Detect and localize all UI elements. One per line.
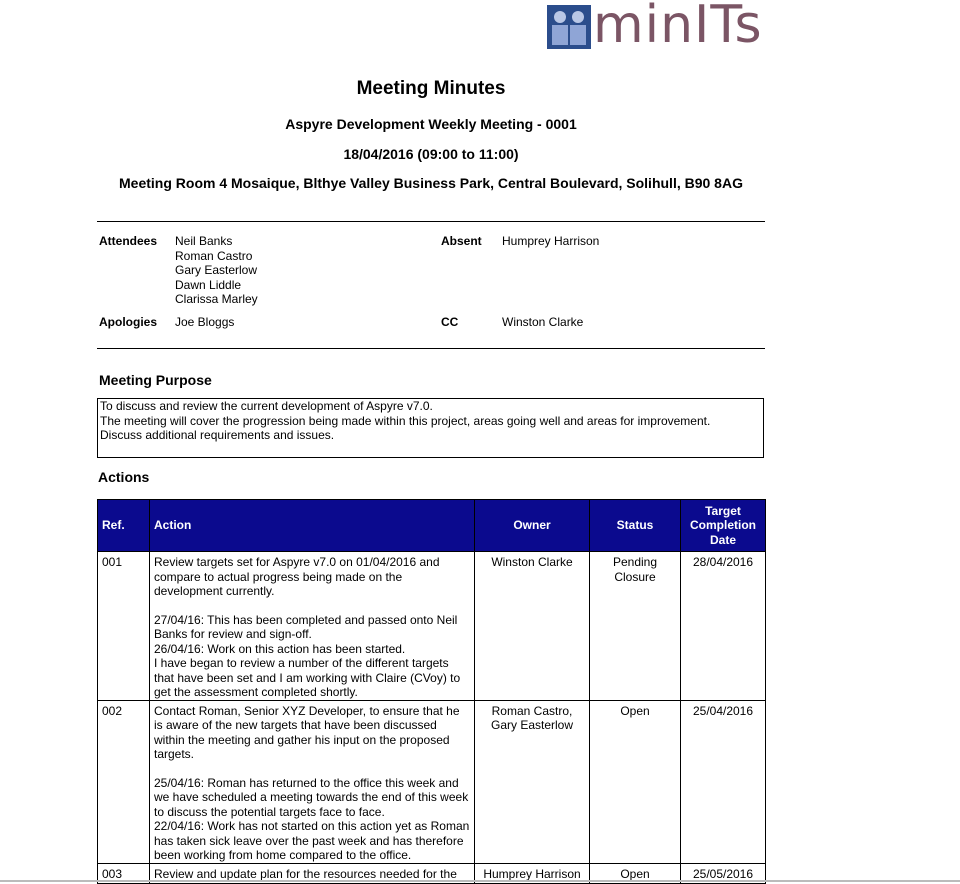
apologies-name: Joe Bloggs <box>175 315 235 329</box>
meeting-name: Aspyre Development Weekly Meeting - 0001 <box>285 116 577 132</box>
action-description <box>150 552 475 701</box>
minits-logo <box>547 0 763 55</box>
table-row <box>98 700 766 863</box>
people-logo-icon <box>547 5 591 49</box>
absent-name: Humprey Harrison <box>502 234 600 248</box>
table-header-row <box>98 500 766 552</box>
action-status: Open <box>590 700 681 863</box>
document-title: Meeting Minutes <box>356 78 506 99</box>
col-header-status: Status <box>590 500 681 552</box>
action-owner: Humprey Harrison <box>475 863 590 883</box>
divider-top <box>97 221 765 222</box>
absent-label: Absent <box>441 234 482 248</box>
actions-table <box>97 499 766 884</box>
table-row <box>98 552 766 701</box>
action-text: Review targets set for Aspyre v7.0 on 01/04/2016 and compare to actual progress being made on the development currently. <box>154 555 440 598</box>
action-status: Open <box>590 863 681 883</box>
purpose-line: To discuss and review the current development of Aspyre v7.0. <box>100 399 433 413</box>
action-target-date: 28/04/2016 <box>681 552 766 701</box>
action-target-date: 25/04/2016 <box>681 700 766 863</box>
col-header-owner: Owner <box>475 500 590 552</box>
meeting-date-time: 18/04/2016 (09:00 to 11:00) <box>343 146 519 162</box>
action-updates: 27/04/16: This has been completed and passed onto Neil Banks for review and sign-off. 26/04/16: Work on this action has been started. I have began to review a number of the different targets that have been set and I am working with Claire (CVoy) to get the assessment completed shortly. <box>154 612 461 699</box>
action-ref: 002 <box>98 700 150 863</box>
action-status: Pending Closure <box>590 552 681 701</box>
actions-heading: Actions <box>98 469 150 485</box>
apologies-label: Apologies <box>99 315 158 329</box>
action-owner: Roman Castro, Gary Easterlow <box>475 700 590 863</box>
action-updates: 25/04/16: Roman has returned to the office this week and we have scheduled a meeting towards the end of this week to discuss the potential targets face to face. 22/04/16: Work has not started on this action yet as Roman has taken sick leave over the past week and has therefore been working from home compared to the office. <box>154 775 470 862</box>
attendee-name: Roman Castro <box>175 248 253 263</box>
purpose-heading: Meeting Purpose <box>99 372 212 388</box>
action-text: Contact Roman, Senior XYZ Developer, to ensure that he is aware of the new targets that have been discussed within the meeting and gather his input on the proposed targets. <box>154 703 460 761</box>
attendee-name: Clarissa Marley <box>175 292 258 306</box>
action-description <box>150 700 475 863</box>
attendee-name: Gary Easterlow <box>175 263 258 277</box>
cc-name: Winston Clarke <box>502 315 584 329</box>
purpose-line: Discuss additional requirements and issues. <box>100 428 335 442</box>
col-header-target-date: Target Completion Date <box>681 500 766 552</box>
action-text: Review and update plan for the resources needed for the <box>154 866 457 881</box>
cc-label: CC <box>441 315 459 329</box>
action-ref: 001 <box>98 552 150 701</box>
action-target-date: 25/05/2016 <box>681 863 766 883</box>
action-owner: Winston Clarke <box>475 552 590 701</box>
attendee-name: Neil Banks <box>175 234 233 248</box>
col-header-action: Action <box>150 500 475 552</box>
attendees-label: Attendees <box>99 234 158 248</box>
action-ref: 003 <box>98 863 150 883</box>
attendees-list <box>175 234 258 307</box>
purpose-box <box>97 398 764 458</box>
attendee-name: Dawn Liddle <box>175 277 242 292</box>
divider-bottom <box>97 348 765 349</box>
meeting-location: Meeting Room 4 Mosaique, Blthye Valley Business Park, Central Boulevard, Solihull, B90 8AG <box>119 175 743 191</box>
logo-text: minITs <box>593 0 763 55</box>
purpose-line: The meeting will cover the progression being made within this project, areas going well and areas for improvement. <box>100 413 711 428</box>
col-header-ref: Ref. <box>98 500 150 552</box>
